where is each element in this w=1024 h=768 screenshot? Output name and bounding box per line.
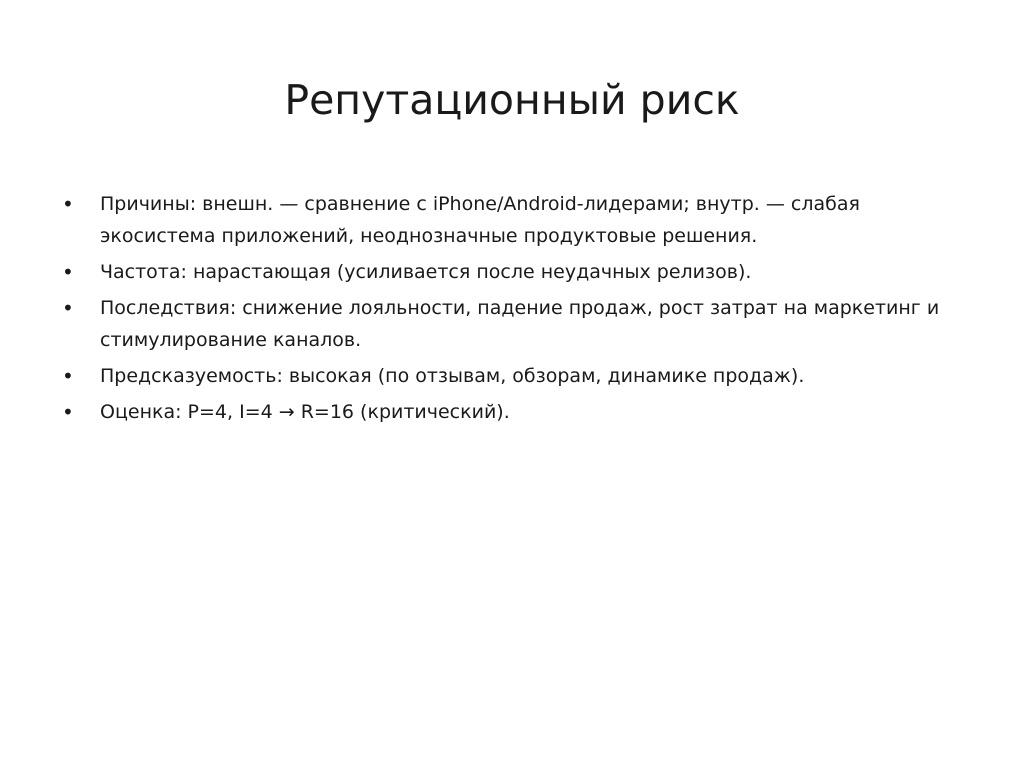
list-item [62, 256, 962, 288]
bullet-text-predictability: Предсказуемость: высокая (по отзывам, обзорам, динамике продаж). [100, 365, 805, 387]
slide-title: Репутационный риск [284, 76, 740, 124]
bullet-text-consequences: Последствия: снижение лояльности, падение продаж, рост затрат на маркетинг и стимулирование каналов. [100, 297, 940, 351]
list-item [62, 188, 962, 252]
list-item [62, 396, 962, 428]
bullet-dot-icon: • [62, 192, 74, 216]
bullet-text-frequency: Частота: нарастающая (усиливается после неудачных релизов). [100, 261, 752, 283]
list-item [62, 360, 962, 392]
bullet-dot-icon: • [62, 364, 74, 388]
bullet-dot-icon: • [62, 400, 74, 424]
bullet-text-causes: Причины: внешн. — сравнение с iPhone/Android-лидерами; внутр. — слабая экосистема приложений, неоднозначные продуктовые решения. [100, 193, 860, 247]
bullet-list [62, 188, 962, 432]
list-item [62, 292, 962, 356]
bullet-dot-icon: • [62, 260, 74, 284]
bullet-dot-icon: • [62, 296, 74, 320]
bullet-text-assessment: Оценка: P=4, I=4 → R=16 (критический). [100, 401, 510, 423]
